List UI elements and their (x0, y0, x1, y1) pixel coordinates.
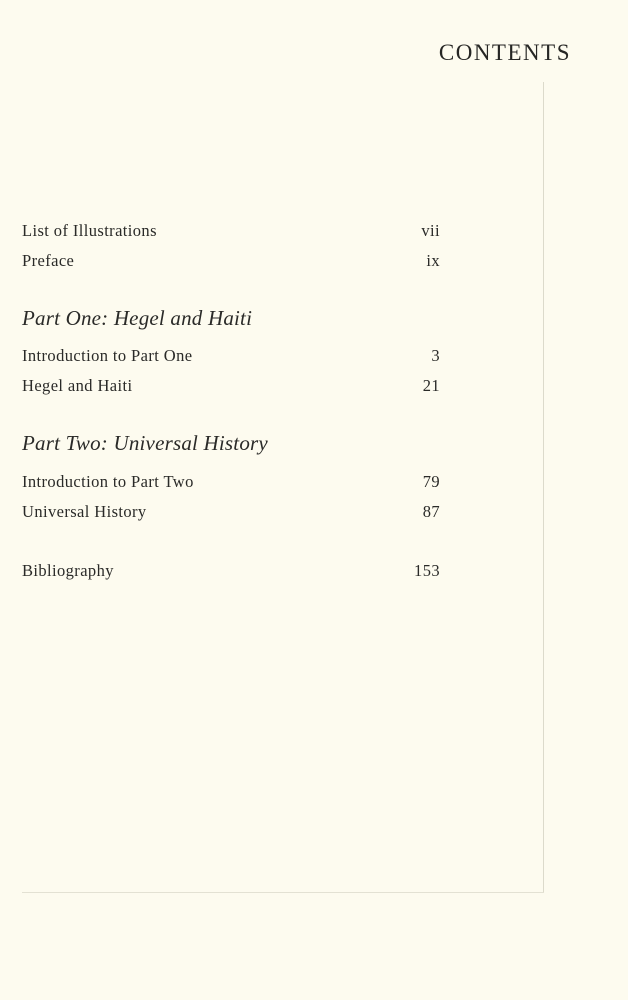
part-one-heading[interactable]: Part One: Hegel and Haiti (22, 306, 253, 330)
page-border-bottom (22, 892, 544, 893)
page-border-right (543, 82, 544, 893)
toc-entry-page: 87 (422, 502, 440, 521)
toc-entry-title: Hegel and Haiti (22, 376, 133, 395)
toc-entry-list-of-illustrations[interactable] (22, 221, 440, 241)
toc-entry-page: 79 (422, 472, 440, 491)
toc-entry-page: 21 (422, 376, 440, 395)
toc-entry-title: List of Illustrations (22, 221, 157, 240)
toc-entry-page: vii (421, 221, 440, 240)
page-title: CONTENTS (438, 40, 571, 65)
toc-entry-title: Universal History (22, 502, 147, 521)
toc-entry-title: Introduction to Part Two (22, 472, 194, 491)
toc-entry-title: Preface (22, 251, 75, 270)
toc-entry-bibliography[interactable] (22, 561, 440, 581)
toc-entry-page: 153 (414, 561, 440, 580)
toc-entry-universal-history[interactable] (22, 502, 440, 522)
toc-entry-introduction-part-one[interactable] (22, 346, 440, 366)
toc-entry-page: 3 (431, 346, 440, 365)
toc-entry-title: Introduction to Part One (22, 346, 193, 365)
toc-entry-page: ix (426, 251, 440, 270)
part-two-heading[interactable]: Part Two: Universal History (22, 431, 268, 455)
toc-entry-title: Bibliography (22, 561, 114, 580)
toc-entry-hegel-and-haiti[interactable] (22, 376, 440, 396)
toc-entry-preface[interactable] (22, 251, 440, 271)
toc-entry-introduction-part-two[interactable] (22, 472, 440, 492)
